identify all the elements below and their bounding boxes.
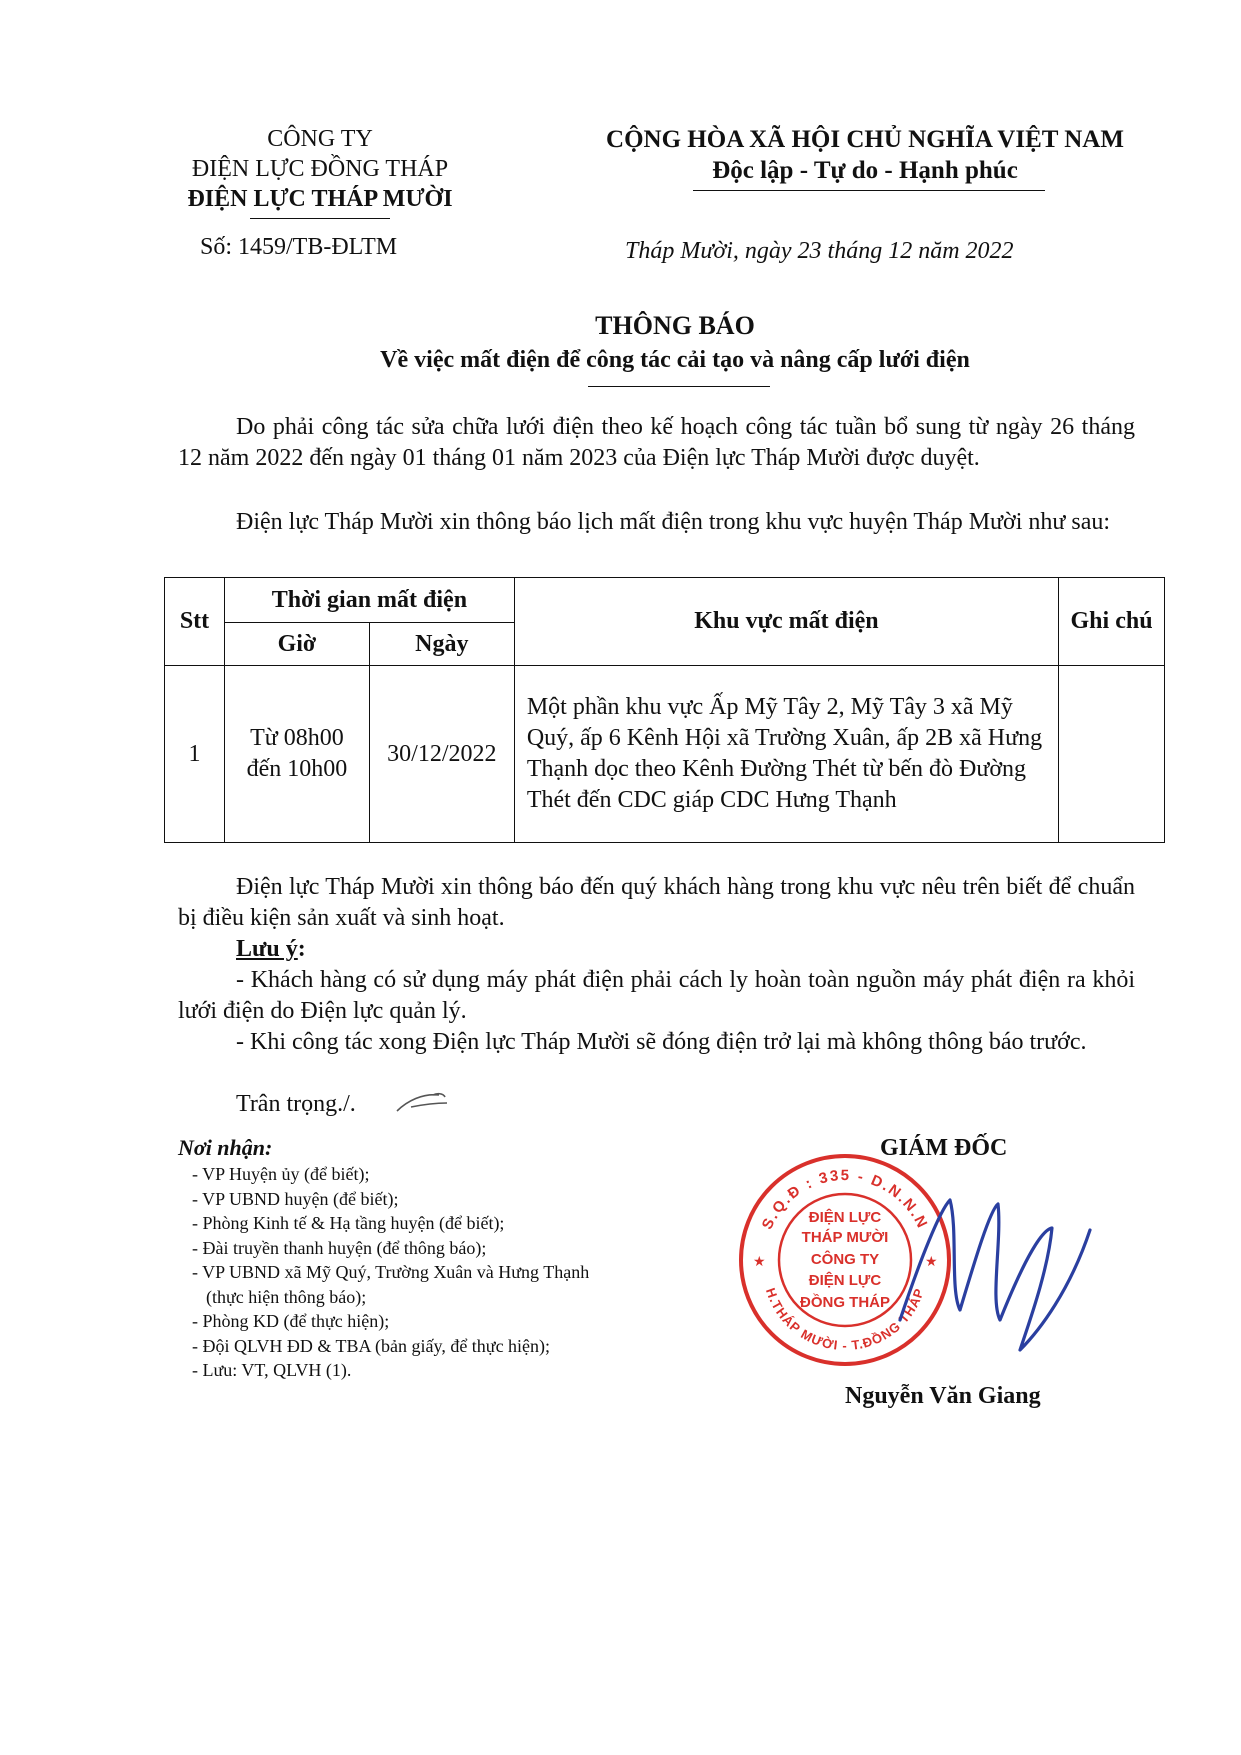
stamp-line: ĐIỆN LỰC bbox=[808, 1209, 882, 1226]
cell-day: 30/12/2022 bbox=[369, 666, 514, 843]
recipient-item: - Phòng Kinh tế & Hạ tầng huyện (để biết); bbox=[192, 1213, 505, 1233]
header-day: Ngày bbox=[369, 623, 514, 666]
cell-area: Một phần khu vực Ấp Mỹ Tây 2, Mỹ Tây 3 xã Mỹ Quý, ấp 6 Kênh Hội xã Trường Xuân, ấp 2B xã Hưng Thạnh dọc theo Kênh Đường Thét từ bến đò Đường Thét đến CDC giáp CDC Hưng Thạnh bbox=[514, 666, 1058, 843]
initial-mark-icon bbox=[393, 1089, 453, 1115]
table-row bbox=[165, 666, 1165, 843]
cell-stt: 1 bbox=[165, 666, 225, 843]
stamp-ring-bottom: H.THÁP MƯỜI - T.ĐỒNG THÁP bbox=[762, 1285, 928, 1354]
note-colon: : bbox=[297, 936, 306, 962]
note-text-2: - Khi công tác xong Điện lực Tháp Mười sẽ đóng điện trở lại mà không thông báo trước. bbox=[236, 1029, 1087, 1055]
nation-block bbox=[575, 124, 1155, 186]
document-subtitle: Về việc mất điện để công tác cải tạo và nâng cấp lưới điện bbox=[380, 347, 970, 373]
header-stt: Stt bbox=[165, 578, 225, 666]
header-time: Thời gian mất điện bbox=[224, 578, 514, 623]
place-date: Tháp Mười, ngày 23 tháng 12 năm 2022 bbox=[625, 238, 1014, 264]
document-title: THÔNG BÁO bbox=[595, 311, 755, 340]
note-item-2 bbox=[178, 1027, 1135, 1058]
outage-table bbox=[164, 577, 1165, 843]
stamp-line: ĐỒNG THÁP bbox=[800, 1294, 890, 1311]
intro-text-2: Điện lực Tháp Mười xin thông báo lịch mất điện trong khu vực huyện Tháp Mười như sau: bbox=[236, 509, 1111, 535]
intro-paragraph-1 bbox=[178, 412, 1135, 474]
closing-line bbox=[178, 1089, 1135, 1120]
note-heading bbox=[178, 934, 1135, 965]
issuer-company: CÔNG TY bbox=[267, 126, 373, 152]
table-header-row-1 bbox=[165, 578, 1165, 623]
stamp-line: CÔNG TY bbox=[810, 1251, 880, 1268]
notice-paragraph bbox=[178, 872, 1135, 934]
signer-role: GIÁM ĐỐC bbox=[880, 1135, 1008, 1161]
stamp-line: THÁP MƯỜI bbox=[801, 1229, 889, 1246]
stamp-line: ĐIỆN LỰC bbox=[808, 1272, 882, 1289]
intro-paragraph-2 bbox=[178, 507, 1135, 538]
svg-text:★: ★ bbox=[753, 1254, 766, 1270]
svg-text:★: ★ bbox=[925, 1254, 938, 1270]
issuer-parent: ĐIỆN LỰC ĐỒNG THÁP bbox=[191, 156, 449, 182]
recipients-block bbox=[178, 1134, 738, 1383]
issuer-block bbox=[160, 124, 480, 214]
recipients-label: Nơi nhận: bbox=[178, 1135, 273, 1160]
cell-hour: Từ 08h00 đến 10h00 bbox=[224, 666, 369, 843]
motto: Độc lập - Tự do - Hạnh phúc bbox=[712, 157, 1018, 184]
signer-name: Nguyễn Văn Giang bbox=[845, 1383, 1041, 1409]
note-item-1 bbox=[178, 965, 1135, 1027]
header-hour: Giờ bbox=[224, 623, 369, 666]
header-area: Khu vực mất điện bbox=[514, 578, 1058, 666]
recipient-item: - Đội QLVH ĐD & TBA (bản giấy, để thực hiện); bbox=[192, 1335, 551, 1356]
recipient-item: - Đài truyền thanh huyện (để thông báo); bbox=[192, 1237, 487, 1258]
recipient-item: - VP Huyện ủy (để biết); bbox=[192, 1164, 370, 1184]
note-label: Lưu ý bbox=[236, 936, 298, 962]
intro-text-1: Do phải công tác sửa chữa lưới điện theo kế hoạch công tác tuần bổ sung từ ngày 26 tháng 12 năm 2022 đến ngày 01 tháng 01 năm 2023 của Điện lực Tháp Mười được duyệt. bbox=[178, 414, 1135, 471]
recipient-item: - Phòng KD (để thực hiện); bbox=[192, 1311, 390, 1331]
note-text-1: - Khách hàng có sử dụng máy phát điện phải cách ly hoàn toàn nguồn máy phát điện ra khỏi lưới điện do Điện lực quản lý. bbox=[178, 967, 1135, 1024]
handwritten-signature-icon bbox=[880, 1170, 1110, 1370]
recipient-item: - VP UBND huyện (để biết); bbox=[192, 1188, 399, 1209]
motto-underline bbox=[693, 190, 1045, 191]
closing-text: Trân trọng./. bbox=[236, 1091, 356, 1117]
recipient-item: (thực hiện thông báo); bbox=[206, 1286, 367, 1307]
issuer-unit: ĐIỆN LỰC THÁP MƯỜI bbox=[187, 186, 453, 212]
document-number: Số: 1459/TB-ĐLTM bbox=[200, 234, 398, 260]
recipient-item: - VP UBND xã Mỹ Quý, Trường Xuân và Hưng Thạnh bbox=[192, 1262, 590, 1282]
recipient-item: - Lưu: VT, QLVH (1). bbox=[192, 1360, 352, 1380]
header-note: Ghi chú bbox=[1059, 578, 1165, 666]
issuer-underline bbox=[250, 218, 390, 219]
nation-title: CỘNG HÒA XÃ HỘI CHỦ NGHĨA VIỆT NAM bbox=[606, 126, 1124, 153]
stamp-ring-top: S.Q.Đ : 335 - D.N.N.N bbox=[758, 1166, 932, 1233]
title-underline bbox=[588, 386, 770, 387]
cell-note bbox=[1059, 666, 1165, 843]
notice-text: Điện lực Tháp Mười xin thông báo đến quý khách hàng trong khu vực nêu trên biết để chuẩn bị điều kiện sản xuất và sinh hoạt. bbox=[178, 874, 1135, 931]
